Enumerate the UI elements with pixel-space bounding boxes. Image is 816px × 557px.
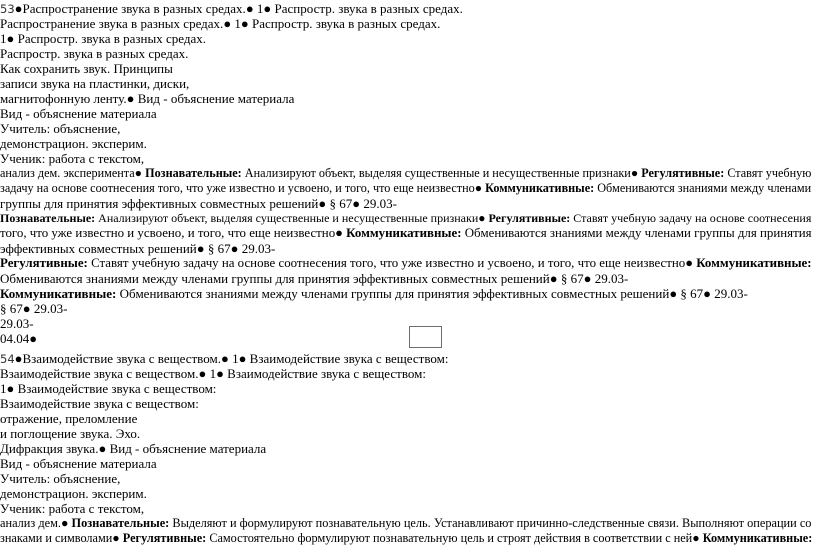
text-line: Учитель: объяснение,	[0, 121, 121, 136]
text-line	[0, 196, 397, 211]
bullet-icon: ●	[669, 286, 678, 301]
text-line	[0, 166, 810, 181]
bullet-icon: ●	[126, 91, 135, 106]
bullet-icon: ●	[245, 1, 254, 16]
text-line	[0, 301, 67, 316]
bullet-icon: ●	[98, 441, 107, 456]
text-line	[0, 31, 206, 46]
lesson-count: 1	[228, 351, 239, 366]
text-line: демонстрацион. эксперим.	[0, 136, 147, 151]
text-line: Вид - объяснение материала	[0, 106, 157, 121]
uud-text: Анализируют объект, выделяя существенные и несущественные признаки	[241, 166, 631, 180]
date-text: 04.04	[0, 331, 30, 346]
uud-text: эффективных совместных решений	[0, 241, 197, 256]
bullet-icon: ●	[583, 271, 592, 286]
text-line	[0, 286, 748, 301]
text-line: Распростр. звука в разных средах.	[0, 46, 189, 61]
uud-heading: Коммуникативные:	[693, 256, 812, 270]
uud-heading: Регулятивные:	[119, 531, 207, 545]
bullet-icon: ●	[263, 1, 272, 16]
bullet-icon: ●	[198, 366, 207, 381]
paragraph-ref: § 67	[0, 301, 23, 316]
activity-text: анализ дем. эксперимента	[0, 166, 135, 180]
text-line	[0, 441, 266, 456]
row-number: 54	[0, 352, 15, 366]
text-line: Учитель: объяснение,	[0, 471, 121, 486]
text-line: 29.03-	[0, 316, 34, 331]
row-number: 53	[0, 2, 15, 16]
bullet-icon: ●	[196, 241, 205, 256]
bullet-icon: ●	[335, 226, 343, 240]
bullet-icon: ●	[238, 351, 247, 366]
topic-text: Распростр. звука в разных средах.	[248, 16, 441, 31]
topic-text: Распространение звука в разных средах.	[22, 1, 246, 16]
uud-heading: Познавательные:	[142, 166, 242, 180]
text-line: записи звука на пластинки, диски,	[0, 76, 190, 91]
bullet-icon: ●	[692, 531, 700, 545]
date-text: 29.03-	[360, 196, 397, 211]
activity-text: анализ дем.	[0, 516, 61, 530]
bullet-icon: ●	[474, 181, 483, 195]
uud-heading: Познавательные:	[0, 211, 96, 225]
bullet-icon: ●	[220, 351, 229, 366]
bullet-icon: ●	[60, 516, 69, 530]
uud-heading: Регулятивные:	[485, 211, 571, 225]
topic-text: магнитофонную ленту.	[0, 91, 127, 106]
text-line	[0, 256, 810, 271]
bullet-icon: ●	[318, 196, 327, 211]
date-text: 29.03-	[591, 271, 629, 286]
lesson-count: 1	[0, 381, 7, 396]
date-text: 29.03-	[238, 241, 276, 256]
bullet-icon: ●	[630, 166, 639, 180]
bullet-icon: ●	[22, 301, 31, 316]
bullet-icon: ●	[223, 16, 232, 31]
text-line	[0, 271, 628, 286]
bullet-icon: ●	[6, 381, 15, 396]
topic-text: Распростр. звука в разных средах.	[14, 31, 206, 46]
text-line	[0, 91, 294, 106]
uud-heading: Коммуникативные:	[482, 181, 595, 195]
text-line	[0, 226, 810, 241]
uud-text: Ставят учебную задачу на основе соотнесения того, что уже известно и усвоено, и того, что еще неизвестно	[87, 256, 686, 270]
topic-text: Взаимодействие звука с веществом:	[223, 366, 426, 381]
text-line: Как сохранить звук. Принципы	[0, 61, 173, 76]
uud-heading: Регулятивные:	[0, 256, 88, 270]
text-line: Ученик: работа с текстом,	[0, 501, 145, 516]
paragraph-ref: § 67	[677, 286, 704, 301]
uud-text: Самостоятельно формулируют познавательную цель и строят действия в соответствии с ней	[206, 531, 693, 545]
uud-text: Выделяют и формулируют познавательную цель. Устанавливают причинно-следственные связи. Выполняют операции со	[169, 516, 812, 530]
uud-text: группы для принятия эффективных совместных решений	[0, 196, 319, 211]
text-line	[0, 516, 810, 531]
uud-heading: Коммуникативные:	[0, 286, 117, 301]
text-line	[0, 181, 810, 196]
date-text: 29.03-	[711, 286, 748, 301]
bullet-icon: ●	[216, 366, 224, 381]
uud-text: Анализируют объект, выделяя существенные и несущественные признаки	[95, 211, 479, 225]
uud-heading: Регулятивные:	[638, 166, 725, 180]
topic-text: Взаимодействие звука с веществом.	[22, 351, 221, 366]
paragraph-ref: § 67	[204, 241, 231, 256]
date-text: 29.03-	[30, 301, 68, 316]
bullet-icon: ●	[14, 351, 23, 366]
text-line: и поглощение звука. Эхо.	[0, 426, 141, 441]
bullet-icon: ●	[352, 196, 361, 211]
bullet-icon: ●	[29, 331, 38, 346]
text-line: демонстрацион. эксперим.	[0, 486, 147, 501]
lesson-type: Вид - объяснение материала	[134, 91, 295, 106]
uud-text: того, что уже известно и усвоено, и того, что еще неизвестно	[0, 226, 336, 240]
uud-heading: Коммуникативные:	[699, 531, 813, 545]
bullet-icon: ●	[134, 166, 143, 180]
empty-frame	[409, 326, 442, 348]
bullet-icon: ●	[230, 241, 239, 256]
uud-heading: Познавательные:	[68, 516, 170, 530]
text-line	[0, 16, 440, 31]
text-line: Ученик: работа с текстом,	[0, 151, 145, 166]
uud-text: знаками и символами	[0, 531, 113, 545]
bullet-icon: ●	[478, 211, 486, 225]
uud-text: Обмениваются знаниями между членами группы для принятия эффективных совместных решений	[0, 271, 550, 286]
topic-text: Распростр. звука в разных средах.	[271, 1, 463, 16]
text-line: отражение, преломление	[0, 411, 138, 426]
uud-heading: Коммуникативные:	[342, 226, 462, 240]
text-line	[0, 331, 37, 346]
bullet-icon: ●	[112, 531, 120, 545]
paragraph-ref: § 67	[557, 271, 584, 286]
uud-text: задачу на основе соотнесения того, что уже известно и усвоено, и того, что еще неизвестно	[0, 181, 475, 195]
bullet-icon: ●	[549, 271, 558, 286]
text-line	[0, 366, 426, 381]
uud-text: Ставят учебную задачу на основе соотнесения	[570, 211, 812, 225]
lesson-count: 1	[206, 366, 217, 381]
bullet-icon: ●	[6, 31, 15, 46]
topic-text: Дифракция звука.	[0, 441, 99, 456]
topic-text: Распространение звука в разных средах.	[0, 16, 224, 31]
topic-text: Взаимодействие звука с веществом:	[14, 381, 217, 396]
uud-text: Ставят учебную	[724, 166, 812, 180]
bullet-icon: ●	[685, 256, 693, 270]
text-line	[0, 381, 216, 396]
uud-text: Обмениваются знаниями между членами группы для принятия	[461, 226, 812, 240]
lesson-count: 1	[253, 1, 264, 16]
lesson-count: 1	[231, 16, 241, 31]
uud-text: Обмениваются знаниями между членами группы для принятия эффективных совместных решений	[116, 286, 670, 301]
text-line: Взаимодействие звука с веществом:	[0, 396, 199, 411]
paragraph-ref: § 67	[326, 196, 353, 211]
bullet-icon: ●	[703, 286, 712, 301]
row-53-title	[0, 1, 463, 17]
lesson-type: Вид - объяснение материала	[106, 441, 267, 456]
row-54-title	[0, 351, 448, 367]
bullet-icon: ●	[14, 1, 23, 16]
text-line	[0, 531, 813, 546]
topic-text: Взаимодействие звука с веществом:	[246, 351, 449, 366]
bullet-icon: ●	[240, 16, 249, 31]
text-line: Вид - объяснение материала	[0, 456, 157, 471]
uud-text: Обмениваются знаниями между членами	[594, 181, 812, 195]
lesson-count: 1	[0, 31, 7, 46]
text-line	[0, 211, 810, 226]
text-line	[0, 241, 275, 256]
topic-text: Взаимодействие звука с веществом.	[0, 366, 199, 381]
